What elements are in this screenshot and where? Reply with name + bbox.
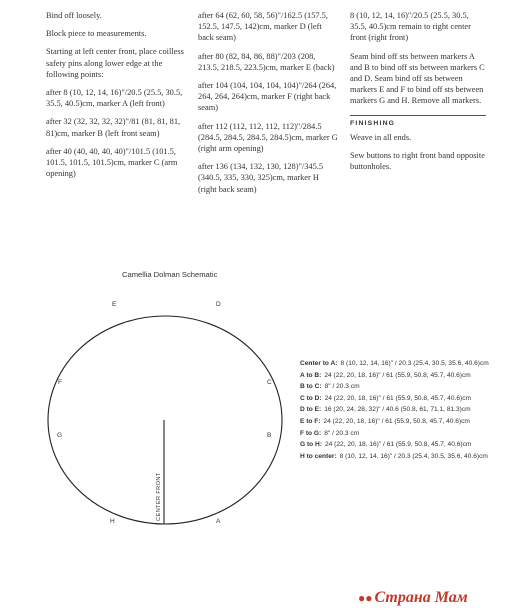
legend-row: [300, 358, 489, 370]
watermark-text: Страна Мам: [374, 589, 468, 606]
point-label-e: E: [112, 301, 117, 308]
legend-key: B to C:: [300, 383, 322, 391]
legend-key: E to F:: [300, 417, 321, 425]
legend-row: [300, 404, 489, 416]
legend-row: [300, 451, 489, 463]
legend-key: Center to A:: [300, 360, 338, 367]
legend-row: [300, 416, 489, 428]
legend-row: [300, 393, 489, 405]
instruction-paragraph: Bind off loosely.: [46, 11, 102, 20]
legend-value: 8" / 20.3 cm: [324, 429, 360, 437]
legend-value: 24 (22, 20, 18, 16)" / 61 (55.9, 50.8, 45.7, 40.6)cm: [323, 417, 470, 425]
instruction-paragraph: Block piece to measurements.: [46, 29, 147, 39]
legend-value: 8" / 20.3 cm: [324, 383, 360, 391]
instruction-paragraph: Starting at left center front, place coilless safety pins along lower edge at the following points:: [46, 47, 184, 79]
point-label-d: D: [216, 301, 221, 308]
point-label-g: G: [57, 432, 63, 439]
point-label-c: C: [267, 379, 272, 386]
legend-row: [300, 439, 489, 451]
point-label-h: H: [110, 518, 115, 525]
legend-key: F to G:: [300, 429, 322, 437]
legend-value: 8 (10, 12, 14, 16)" / 20.3 (25.4, 30.5, 35.6, 40.6)cm: [340, 360, 489, 367]
watermark-dots-icon: ●●: [358, 591, 373, 605]
point-label-a: A: [216, 518, 221, 525]
legend-key: D to E:: [300, 406, 322, 414]
instruction-paragraph: after 80 (82, 84, 86, 88)"/203 (208, 213.5, 218.5, 223.5)cm, marker E (back): [198, 51, 335, 72]
legend-key: G to H:: [300, 441, 322, 449]
finishing-paragraph: Sew buttons to right front band opposite buttonholes.: [350, 151, 485, 172]
measurement-legend: [300, 358, 489, 462]
finishing-paragraph: Weave in all ends.: [350, 132, 412, 142]
instruction-paragraph: after 112 (112, 112, 112, 112)"/284.5 (284.5, 284.5, 284.5, 284.5)cm, marker G (right arm opening): [198, 121, 338, 154]
point-label-f: F: [58, 379, 62, 386]
legend-value: 24 (22, 20, 18, 16)" / 61 (55.9, 50.8, 45.7, 40.6)cm: [324, 441, 472, 449]
instruction-paragraph: after 136 (134, 132, 130, 128)"/345.5 (340.5, 335, 330, 325)cm, marker H (right back seam): [198, 162, 324, 194]
legend-key: C to D:: [300, 394, 322, 402]
instruction-paragraph: after 32 (32, 32, 32, 32)"/81 (81, 81, 81, 81)cm, marker B (left front seam): [46, 117, 181, 138]
schematic-title: Camellia Dolman Schematic: [122, 270, 218, 279]
legend-value: 8 (10, 12, 14, 16)" / 20.3 (25.4, 30.5, 35.6, 40.6)cm: [339, 452, 488, 460]
point-label-b: B: [267, 432, 272, 439]
legend-key: H to center:: [300, 452, 337, 460]
instruction-paragraph: after 8 (10, 12, 14, 16)"/20.5 (25.5, 30.5, 35.5, 40.5)cm, marker A (left front): [46, 88, 183, 109]
legend-row: [300, 428, 489, 440]
legend-value: 24 (22, 20, 18, 16)" / 61 (55.9, 50.8, 45.7, 40.6)cm: [324, 394, 472, 402]
garment-outline: [48, 316, 282, 524]
instruction-paragraph: after 104 (104, 104, 104, 104)"/264 (264, 264, 264, 264)cm, marker F (right back seam): [198, 81, 337, 113]
instruction-paragraph: after 64 (62, 60, 58, 56)"/162.5 (157.5, 152.5, 147.5, 142)cm, marker D (left back seam): [198, 11, 328, 43]
instruction-paragraph: 8 (10, 12, 14, 16)"/20.5 (25.5, 30.5, 35.5, 40.5)cm remain to right center front (right front): [350, 11, 471, 43]
instruction-paragraph: after 40 (40, 40, 40, 40)"/101.5 (101.5, 101.5, 101.5, 101.5)cm, marker C (arm opening): [46, 146, 178, 179]
legend-key: A to B:: [300, 371, 322, 379]
instruction-paragraph: Seam bind off sts between markers A and B to bind off sts between markers C and D. Seam bind off sts between markers E and F to bind off sts between markers G and H. Remove all markers.: [350, 51, 485, 106]
site-watermark: [358, 589, 468, 607]
legend-row: [300, 370, 489, 382]
legend-value: 24 (22, 20, 18, 16)" / 61 (55.9, 50.8, 45.7, 40.6)cm: [324, 371, 471, 379]
legend-row: [300, 381, 489, 393]
finishing-heading: FINISHING: [350, 115, 486, 129]
legend-value: 16 (20, 24, 28, 32)" / 40.6 (50.8, 61, 71.1, 81.3)cm: [324, 406, 471, 414]
center-front-label: CENTER FRONT: [156, 472, 162, 521]
